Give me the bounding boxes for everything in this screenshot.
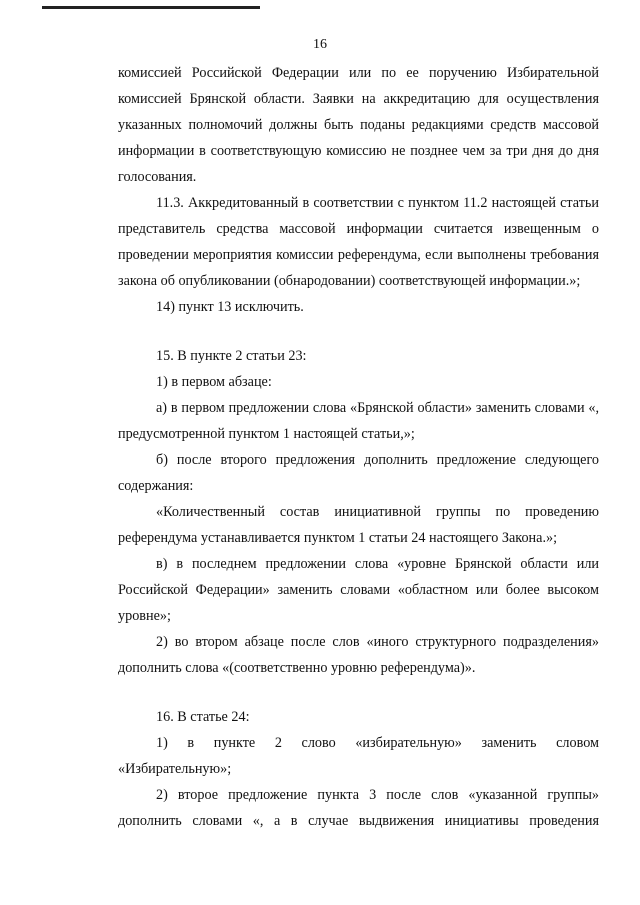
paragraph-quote: «Количественный состав инициативной группы по проведению референдума устанавливается пунктом 1 статьи 24 настоящего Закона.»; (118, 504, 599, 546)
paragraph-sub-a: а) в первом предложении слова «Брянской области» заменить словами «, предусмотренной пунктом 1 настоящей статьи,»; (118, 400, 599, 442)
paragraph-item-15: 15. В пункте 2 статьи 23: (156, 348, 307, 364)
paragraph-continuation: комиссией Российской Федерации или по ее поручению Избирательной комиссией Брянской области. Заявки на аккредитацию для осуществления указанных полномочий должны быть поданы редакциями средств массовой информации в соответствующую комиссию не позднее чем за три дня до дня голосования. (118, 65, 599, 185)
scan-artifact-bar (42, 6, 260, 9)
paragraph-sub-v: в) в последнем предложении слова «уровне Брянской области или Российской Федерации» заменить словами «областном или более высоком уровне»; (118, 556, 599, 624)
paragraph-item-16-sub-2: 2) второе предложение пункта 3 после слов «указанной группы» дополнить словами «, а в случае выдвижения инициативы проведения (118, 787, 599, 829)
paragraph-item-16-sub-1: 1) в пункте 2 слово «избирательную» заменить словом «Избирательную»; (118, 735, 599, 777)
paragraph-item-14: 14) пункт 13 исключить. (156, 299, 304, 315)
paragraph-sub-2: 2) во втором абзаце после слов «иного структурного подразделения» дополнить слова «(соответственно уровню референдума)». (118, 634, 599, 676)
paragraph-item-16: 16. В статье 24: (156, 709, 250, 725)
paragraph-11-3: 11.3. Аккредитованный в соответствии с пунктом 11.2 настоящей статьи представитель средства массовой информации считается извещенным о проведении мероприятия комиссии референдума, если выполнены требования закона об опубликовании (обнародовании) соответствующей информации.»; (118, 195, 599, 289)
document-body (118, 60, 599, 834)
page-number: 16 (313, 37, 327, 52)
paragraph-sub-b: б) после второго предложения дополнить предложение следующего содержания: (118, 452, 599, 494)
paragraph-sub-1: 1) в первом абзаце: (156, 374, 272, 390)
